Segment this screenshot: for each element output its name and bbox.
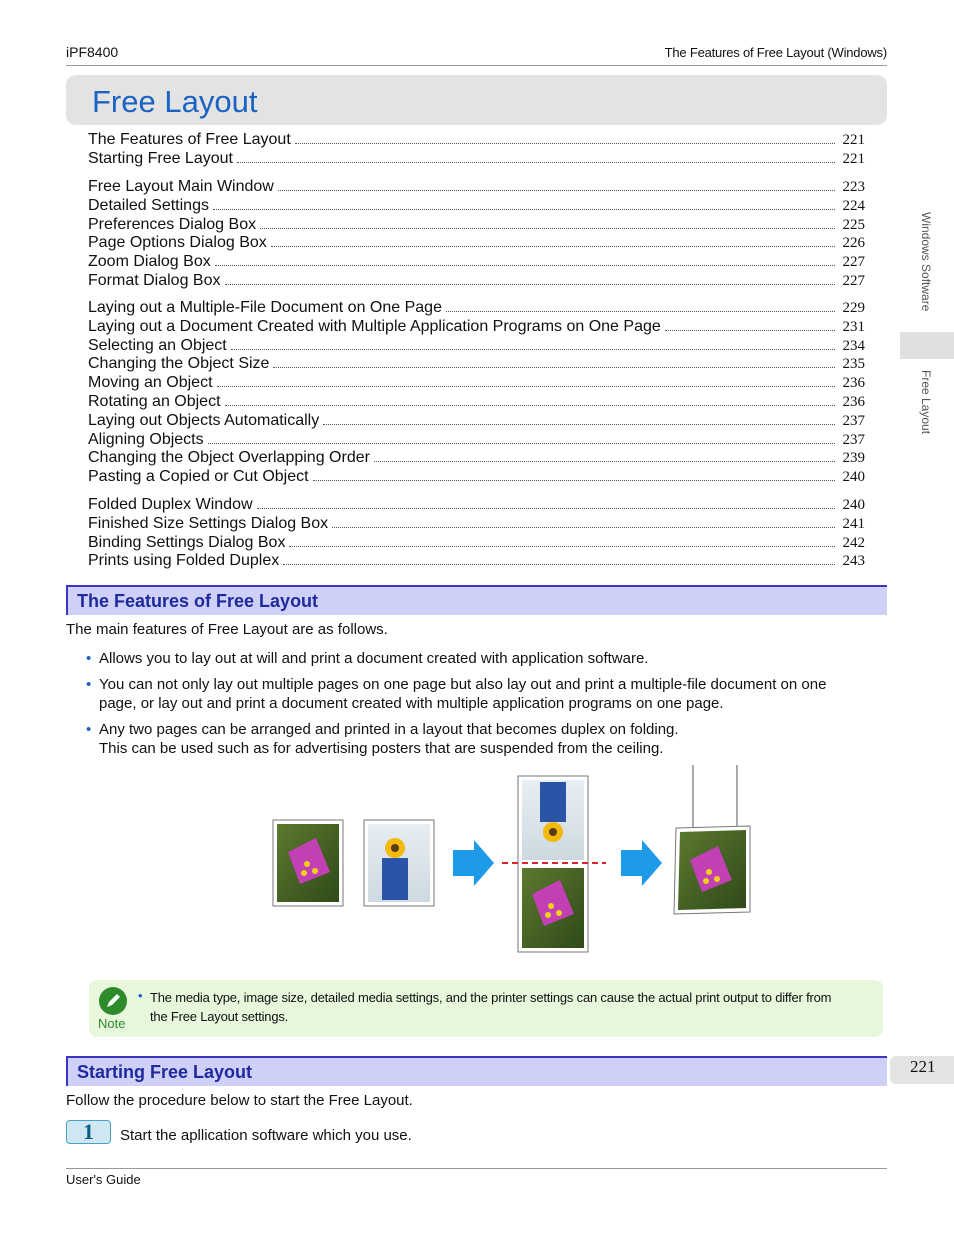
toc-leader — [215, 265, 835, 266]
footer-text: User's Guide — [66, 1172, 141, 1187]
toc-entry-label: Moving an Object — [88, 374, 213, 392]
note-text — [150, 988, 870, 1026]
bullet-icon: • — [138, 988, 143, 1003]
toc-entry[interactable] — [88, 131, 865, 150]
toc-group-3 — [88, 299, 865, 487]
toc-entry-label: The Features of Free Layout — [88, 131, 291, 148]
toc-leader — [237, 162, 835, 163]
toc-entry-page: 225 — [842, 216, 865, 233]
toc-group-1 — [88, 131, 865, 169]
toc-leader — [225, 284, 836, 285]
toc-group-4 — [88, 496, 865, 571]
step-number-badge — [66, 1120, 111, 1144]
toc-entry-page: 236 — [842, 393, 865, 410]
header-section: The Features of Free Layout (Windows) — [664, 45, 887, 60]
feature-bullet — [86, 649, 866, 668]
toc-leader — [295, 143, 835, 144]
page-flower-photo — [273, 820, 343, 906]
toc-leader — [332, 527, 835, 528]
toc-entry-label: Page Options Dialog Box — [88, 234, 267, 252]
toc-group-2 — [88, 178, 865, 291]
toc-entry-label: Rotating an Object — [88, 392, 221, 410]
toc-entry[interactable] — [88, 150, 865, 169]
toc-leader — [283, 564, 835, 565]
arrow-right-icon — [621, 840, 662, 886]
toc-entry-label: Laying out a Document Created with Multiple Application Programs on One Page — [88, 317, 661, 335]
toc-leader — [257, 508, 835, 509]
toc-leader — [446, 311, 835, 312]
toc-leader — [323, 424, 835, 425]
bullet-icon: • — [86, 676, 92, 693]
toc-entry-page: 239 — [842, 450, 865, 467]
bullet-icon: • — [86, 721, 92, 738]
toc-entry-page: 243 — [842, 553, 865, 570]
toc-entry[interactable] — [88, 534, 865, 553]
bullet-text-cont: This can be used such as for advertising posters that are suspended from the ceiling. — [99, 740, 664, 757]
section-title: The Features of Free Layout — [77, 591, 319, 611]
toc-entry-label: Laying out a Multiple-File Document on One Page — [88, 299, 442, 316]
toc-entry[interactable] — [88, 318, 865, 337]
toc-entry[interactable] — [88, 337, 865, 356]
toc-entry-page: 229 — [842, 300, 865, 316]
toc-entry-label: Format Dialog Box — [88, 271, 221, 289]
toc-entry-label: Folded Duplex Window — [88, 496, 253, 513]
toc-leader — [289, 546, 835, 547]
toc-entry[interactable] — [88, 431, 865, 450]
starting-intro: Follow the procedure below to start the Free Layout. — [66, 1092, 413, 1109]
section-heading-starting — [66, 1056, 887, 1086]
toc-entry-page: 242 — [842, 534, 865, 551]
step-text: Start the apllication software which you use. — [120, 1127, 412, 1144]
toc-entry-page: 224 — [842, 197, 865, 214]
toc-entry[interactable] — [88, 515, 865, 534]
toc-leader — [271, 246, 835, 247]
toc-entry-page: 221 — [842, 150, 865, 167]
toc-entry-label: Changing the Object Overlapping Order — [88, 449, 370, 467]
arrow-right-icon — [453, 840, 494, 886]
toc-entry-page: 221 — [842, 132, 865, 148]
bullet-icon: • — [86, 650, 92, 667]
note-text-line: The media type, image size, detailed media settings, and the printer settings can cause the actual print output to differ from — [150, 990, 832, 1005]
toc-entry-label: Detailed Settings — [88, 196, 209, 214]
toc-entry-label: Preferences Dialog Box — [88, 215, 257, 233]
feature-bullet — [86, 720, 866, 758]
toc-entry-page: 227 — [842, 272, 865, 289]
bullet-text-cont: page, or lay out and print a document created with multiple application programs on one page. — [99, 695, 724, 712]
toc-entry[interactable] — [88, 178, 865, 197]
footer-rule — [66, 1168, 887, 1169]
toc-entry-page: 226 — [842, 235, 865, 252]
toc-entry-page: 237 — [842, 412, 865, 429]
toc-entry[interactable] — [88, 449, 865, 468]
bullet-text: You can not only lay out multiple pages on one page but also lay out and print a multiple-file document on one — [99, 676, 827, 693]
toc-entry[interactable] — [88, 552, 865, 571]
toc-leader — [278, 190, 835, 191]
feature-bullet — [86, 675, 866, 713]
features-intro: The main features of Free Layout are as follows. — [66, 621, 388, 638]
toc-entry-label: Selecting an Object — [88, 336, 227, 354]
toc-leader — [374, 461, 835, 462]
page-sunflower-photo — [364, 820, 434, 906]
toc-entry[interactable] — [88, 374, 865, 393]
toc-entry-page: 223 — [842, 179, 865, 195]
hanging-poster — [674, 765, 750, 914]
page-title: Free Layout — [92, 84, 258, 119]
folded-duplex-illustration — [260, 760, 760, 960]
bullet-text: Allows you to lay out at will and print a document created with application software. — [99, 650, 649, 667]
toc-leader — [260, 228, 835, 229]
toc-entry-label: Laying out Objects Automatically — [88, 411, 320, 429]
toc-entry[interactable] — [88, 355, 865, 374]
bullet-text: Any two pages can be arranged and printed in a layout that becomes duplex on folding. — [99, 721, 679, 738]
toc-entry-label: Starting Free Layout — [88, 149, 233, 167]
toc-entry-page: 235 — [842, 356, 865, 373]
toc-entry[interactable] — [88, 272, 865, 291]
toc-leader — [231, 349, 835, 350]
toc-entry[interactable] — [88, 412, 865, 431]
toc-entry-label: Aligning Objects — [88, 430, 204, 448]
toc-entry-label: Zoom Dialog Box — [88, 253, 211, 271]
toc-entry-label: Prints using Folded Duplex — [88, 552, 280, 570]
toc-entry-page: 240 — [842, 497, 865, 513]
header-model: iPF8400 — [66, 44, 119, 60]
toc-entry-page: 227 — [842, 254, 865, 271]
toc-entry-page: 231 — [842, 318, 865, 335]
toc-entry-page: 234 — [842, 337, 865, 354]
toc-leader — [665, 330, 835, 331]
side-tab-free-layout[interactable]: Free Layout — [919, 370, 933, 435]
header-rule — [66, 65, 887, 66]
toc-entry-label: Finished Size Settings Dialog Box — [88, 514, 329, 532]
step-number: 1 — [83, 1119, 94, 1144]
toc-entry-page: 241 — [842, 515, 865, 532]
toc-entry-label: Changing the Object Size — [88, 355, 270, 373]
toc-entry[interactable] — [88, 234, 865, 253]
toc-leader — [313, 480, 835, 481]
toc-entry-page: 240 — [842, 469, 865, 486]
section-title: Starting Free Layout — [77, 1062, 253, 1082]
side-tab-marker — [900, 332, 954, 359]
toc-entry[interactable] — [88, 468, 865, 487]
toc-entry[interactable] — [88, 253, 865, 272]
toc-leader — [225, 405, 835, 406]
toc-entry-label: Binding Settings Dialog Box — [88, 533, 286, 551]
toc-entry-label: Free Layout Main Window — [88, 178, 274, 195]
note-pencil-icon — [98, 986, 128, 1016]
toc-entry-label: Pasting a Copied or Cut Object — [88, 468, 309, 486]
side-tab-windows-software[interactable]: Windows Software — [919, 212, 933, 312]
toc-leader — [217, 386, 835, 387]
toc-entry-page: 237 — [842, 431, 865, 448]
toc-entry-page: 236 — [842, 375, 865, 392]
toc-entry[interactable] — [88, 393, 865, 412]
toc-entry[interactable] — [88, 216, 865, 235]
toc-leader — [213, 209, 835, 210]
toc-leader — [273, 367, 835, 368]
toc-entry[interactable] — [88, 299, 865, 318]
section-heading-features — [66, 585, 887, 615]
toc-entry[interactable] — [88, 496, 865, 515]
page-number: 221 — [910, 1057, 936, 1076]
toc-entry[interactable] — [88, 197, 865, 216]
note-text-line: the Free Layout settings. — [150, 1009, 289, 1024]
folded-sheet — [502, 776, 606, 952]
note-label: Note — [98, 1016, 126, 1031]
toc-leader — [208, 443, 835, 444]
